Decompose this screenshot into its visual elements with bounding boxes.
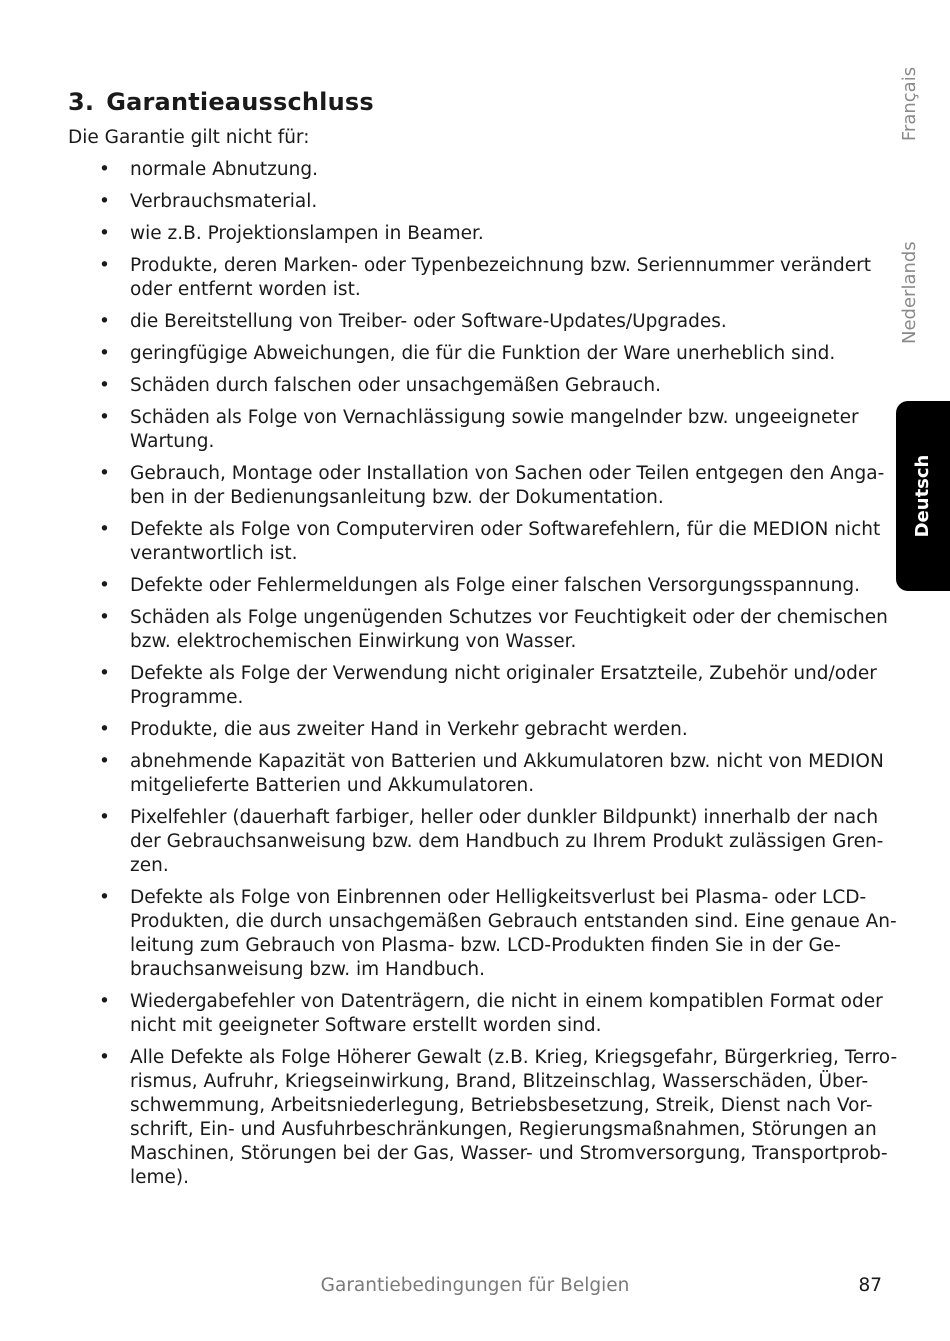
bullet-icon: • <box>99 807 110 828</box>
list-item-text: Gebrauch, Montage oder Installation von Sachen oder Teilen entgegen den Anga- <box>130 463 885 484</box>
list-item-text: abnehmende Kapazität von Batterien und Akkumulatoren bzw. nicht von MEDION <box>130 751 884 772</box>
list-item-text: schrift, Ein- und Ausfuhrbeschränkungen, Regierungsmaßnahmen, Störungen an <box>130 1119 877 1140</box>
list-item-text: Defekte als Folge von Computerviren oder Softwarefehlern, für die MEDION nicht <box>130 519 881 540</box>
list-item <box>0 750 950 798</box>
list-item <box>0 1046 950 1190</box>
bullet-icon: • <box>99 663 110 684</box>
list-item-text: wie z.B. Projektionslampen in Beamer. <box>130 223 484 244</box>
list-item <box>0 310 950 334</box>
list-item-text: verantwortlich ist. <box>130 543 298 564</box>
list-item-text: schwemmung, Arbeitsniederlegung, Betriebsbesetzung, Streik, Dienst nach Vor- <box>130 1095 873 1116</box>
list-item <box>0 158 950 182</box>
bullet-icon: • <box>99 519 110 540</box>
list-item <box>0 606 950 654</box>
list-item <box>0 990 950 1038</box>
bullet-icon: • <box>99 887 110 908</box>
language-tab-francais[interactable]: Français <box>899 66 920 142</box>
list-item-text: leitung zum Gebrauch von Plasma- bzw. LCD-Produkten finden Sie in der Ge- <box>130 935 841 956</box>
list-item-text: Schäden als Folge ungenügenden Schutzes vor Feuchtigkeit oder der chemischen <box>130 607 888 628</box>
list-item-text: nicht mit geeigneter Software erstellt worden sind. <box>130 1015 602 1036</box>
bullet-icon: • <box>99 223 110 244</box>
list-item-text: brauchsanweisung bzw. im Handbuch. <box>130 959 486 980</box>
bullet-icon: • <box>99 607 110 628</box>
list-item-text: Produkte, deren Marken- oder Typenbezeichnung bzw. Seriennummer verändert <box>130 255 872 276</box>
section-number: 3. <box>68 88 95 116</box>
list-item-text: oder entfernt worden ist. <box>130 279 361 300</box>
list-item <box>0 662 950 710</box>
section-title: Garantieausschluss <box>106 88 374 116</box>
bullet-icon: • <box>99 343 110 364</box>
list-item-text: geringfügige Abweichungen, die für die Funktion der Ware unerheblich sind. <box>130 343 836 364</box>
list-item-text: Wartung. <box>130 431 215 452</box>
list-item <box>0 342 950 366</box>
bullet-icon: • <box>99 991 110 1012</box>
list-item-text: Programme. <box>130 687 244 708</box>
list-item-text: Pixelfehler (dauerhaft farbiger, heller oder dunkler Bildpunkt) innerhalb der nach <box>130 807 879 828</box>
list-item-text: normale Abnutzung. <box>130 159 318 180</box>
bullet-icon: • <box>99 159 110 180</box>
list-item <box>0 462 950 510</box>
exclusion-list <box>0 158 950 1198</box>
list-item <box>0 886 950 982</box>
intro-text: Die Garantie gilt nicht für: <box>68 127 310 148</box>
bullet-icon: • <box>99 463 110 484</box>
bullet-icon: • <box>99 191 110 212</box>
list-item-text: ben in der Bedienungsanleitung bzw. der Dokumentation. <box>130 487 664 508</box>
list-item-text: Defekte als Folge von Einbrennen oder Helligkeitsverlust bei Plasma- oder LCD- <box>130 887 867 908</box>
list-item <box>0 254 950 302</box>
list-item <box>0 406 950 454</box>
language-tab-nederlands[interactable]: Nederlands <box>899 241 920 344</box>
language-tab-deutsch-label: Deutsch <box>912 454 933 538</box>
list-item-text: Defekte als Folge der Verwendung nicht originaler Ersatzteile, Zubehör und/oder <box>130 663 877 684</box>
list-item-text: Schäden durch falschen oder unsachgemäßen Gebrauch. <box>130 375 661 396</box>
list-item-text: bzw. elektrochemischen Einwirkung von Wasser. <box>130 631 577 652</box>
list-item-text: Produkte, die aus zweiter Hand in Verkehr gebracht werden. <box>130 719 688 740</box>
list-item-text: leme). <box>130 1167 190 1188</box>
list-item <box>0 222 950 246</box>
list-item <box>0 518 950 566</box>
bullet-icon: • <box>99 751 110 772</box>
list-item-text: die Bereitstellung von Treiber- oder Software-Updates/Upgrades. <box>130 311 727 332</box>
list-item <box>0 718 950 742</box>
list-item-text: Produkten, die durch unsachgemäßen Gebrauch entstanden sind. Eine genaue An- <box>130 911 897 932</box>
page-number: 87 <box>858 1275 882 1296</box>
bullet-icon: • <box>99 719 110 740</box>
list-item <box>0 806 950 878</box>
list-item-text: mitgelieferte Batterien und Akkumulatoren. <box>130 775 535 796</box>
list-item-text: Schäden als Folge von Vernachlässigung sowie mangelnder bzw. ungeeigneter <box>130 407 859 428</box>
bullet-icon: • <box>99 255 110 276</box>
bullet-icon: • <box>99 407 110 428</box>
list-item-text: zen. <box>130 855 169 876</box>
list-item-text: Alle Defekte als Folge Höherer Gewalt (z.B. Krieg, Kriegsgefahr, Bürgerkrieg, Terro- <box>130 1047 898 1068</box>
bullet-icon: • <box>99 1047 110 1068</box>
bullet-icon: • <box>99 575 110 596</box>
list-item-text: Defekte oder Fehlermeldungen als Folge einer falschen Versorgungsspannung. <box>130 575 861 596</box>
list-item-text: rismus, Aufruhr, Kriegseinwirkung, Brand, Blitzeinschlag, Wasserschäden, Über- <box>130 1071 869 1092</box>
list-item-text: Wiedergabefehler von Datenträgern, die nicht in einem kompatiblen Format oder <box>130 991 883 1012</box>
bullet-icon: • <box>99 311 110 332</box>
section-heading <box>68 88 374 116</box>
list-item <box>0 190 950 214</box>
list-item-text: der Gebrauchsanweisung bzw. dem Handbuch zu Ihrem Produkt zulässigen Gren- <box>130 831 884 852</box>
list-item <box>0 374 950 398</box>
footer-title: Garantiebedingungen für Belgien <box>320 1275 630 1296</box>
list-item <box>0 574 950 598</box>
bullet-icon: • <box>99 375 110 396</box>
list-item-text: Verbrauchsmaterial. <box>130 191 318 212</box>
list-item-text: Maschinen, Störungen bei der Gas, Wasser- und Stromversorgung, Transportprob- <box>130 1143 888 1164</box>
